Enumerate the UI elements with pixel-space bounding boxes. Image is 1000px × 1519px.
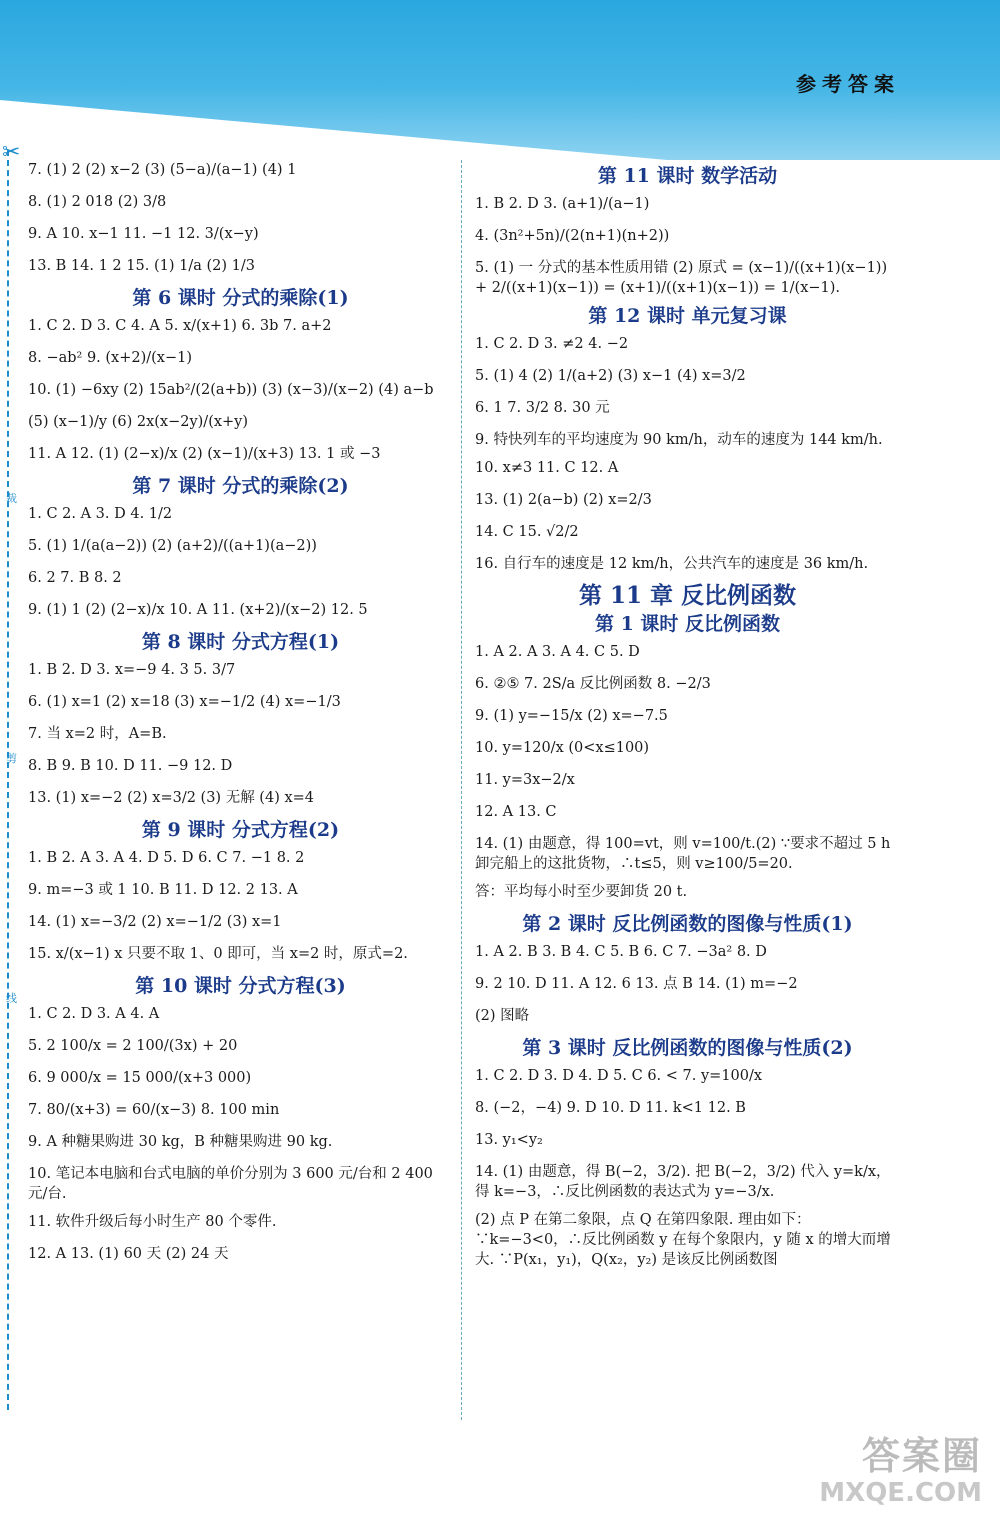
answer-line: 14. (1) 由题意，得 B(−2，3/2). 把 B(−2，3/2) 代入 y=k/x，得 k=−3，∴反比例函数的表达式为 y=−3/x. <box>475 1164 891 1200</box>
answer-line: 6. 9 000/x = 15 000/(x+3 000) <box>28 1070 252 1086</box>
answer-line: 12. A 13. C <box>475 804 557 820</box>
answer-line: 1. A 2. B 3. B 4. C 5. B 6. C 7. −3a² 8. D <box>475 944 767 960</box>
answer-line: 14. (1) x=−3/2 (2) x=−1/2 (3) x=1 <box>28 914 282 930</box>
answer-line: 1. C 2. A 3. D 4. 1/2 <box>28 506 173 522</box>
answer-line: 9. A 10. x−1 11. −1 12. 3/(x−y) <box>28 226 259 242</box>
answer-line: 7. 当 x=2 时，A=B. <box>28 726 167 742</box>
answer-line: 13. y₁<y₂ <box>475 1132 543 1148</box>
answer-line: 11. y=3x−2/x <box>475 772 575 788</box>
watermark-url: MXQE.COM <box>819 1478 982 1508</box>
chapter-heading: 第 11 章 反比例函数 <box>578 582 797 609</box>
answer-line: 9. (1) 1 (2) (2−x)/x 10. A 11. (x+2)/(x−2) 12. 5 <box>28 602 368 618</box>
section-heading: 第 9 课时 分式方程(2) <box>141 819 340 841</box>
answer-line: 10. x≠3 11. C 12. A <box>475 460 619 476</box>
answer-line: 14. (1) 由题意，得 100=vt，则 v=100/t.(2) ∵要求不超过 5 h 卸完船上的这批货物，∴t≤5，则 v≥100/5=20. <box>475 836 891 872</box>
answer-line: 8. (−2，−4) 9. D 10. D 11. k<1 12. B <box>475 1100 746 1116</box>
answer-line: 8. (1) 2 018 (2) 3/8 <box>28 194 167 210</box>
answer-line: 5. (1) 4 (2) 1/(a+2) (3) x−1 (4) x=3/2 <box>475 368 746 384</box>
section-heading: 第 3 课时 反比例函数的图像与性质(2) <box>522 1037 853 1059</box>
answer-line: 13. (1) x=−2 (2) x=3/2 (3) 无解 (4) x=4 <box>28 790 315 806</box>
answer-line: (2) 点 P 在第二象限，点 Q 在第四象限. 理由如下：∵k=−3<0，∴反比例函数 y 在每个象限内，y 随 x 的增大而增大. ∵P(x₁，y₁)，Q(x₂，y₂) 是该反比例函数图 <box>475 1212 891 1268</box>
answer-line: 1. C 2. D 3. ≠2 4. −2 <box>475 336 629 352</box>
cut-mark: 线 <box>6 992 17 1005</box>
answer-line: 10. 笔记本电脑和台式电脑的单价分别为 3 600 元/台和 2 400 元/台. <box>28 1166 433 1202</box>
section-heading: 第 8 课时 分式方程(1) <box>141 631 340 653</box>
answer-line: 1. B 2. D 3. (a+1)/(a−1) <box>475 196 650 212</box>
answer-line: (5) (x−1)/y (6) 2x(x−2y)/(x+y) <box>28 414 249 430</box>
answer-line: 7. (1) 2 (2) x−2 (3) (5−a)/(a−1) (4) 1 <box>28 162 297 178</box>
answer-line: 10. (1) −6xy (2) 15ab²/(2(a+b)) (3) (x−3)/(x−2) (4) a−b <box>28 382 434 398</box>
answer-line: 12. A 13. (1) 60 天 (2) 24 天 <box>28 1246 229 1262</box>
answer-line: 5. (1) 一 分式的基本性质用错 (2) 原式 = (x−1)/((x+1)(x−1)) + 2/((x+1)(x−1)) = (x+1)/((x+1)(x−1)) = 1/(x−1). <box>475 260 888 296</box>
answer-column-right <box>475 160 900 1278</box>
answer-line: 4. (3n²+5n)/(2(n+1)(n+2)) <box>475 228 670 244</box>
answer-line: 9. 2 10. D 11. A 12. 6 13. 点 B 14. (1) m=−2 <box>475 976 798 992</box>
answer-line: 5. (1) 1/(a(a−2)) (2) (a+2)/((a+1)(a−2)) <box>28 538 317 554</box>
cut-mark: 剪 <box>6 752 17 765</box>
answer-line: 1. C 2. D 3. C 4. A 5. x/(x+1) 6. 3b 7. a+2 <box>28 318 332 334</box>
section-heading: 第 12 课时 单元复习课 <box>588 305 787 327</box>
column-divider <box>461 160 462 1420</box>
answer-line: 1. B 2. A 3. A 4. D 5. D 6. C 7. −1 8. 2 <box>28 850 305 866</box>
section-heading: 第 7 课时 分式的乘除(2) <box>132 475 349 497</box>
answer-line: 1. B 2. D 3. x=−9 4. 3 5. 3/7 <box>28 662 236 678</box>
section-heading: 第 6 课时 分式的乘除(1) <box>132 287 349 309</box>
answer-line: 答：平均每小时至少要卸货 20 t. <box>475 884 688 900</box>
section-heading: 第 2 课时 反比例函数的图像与性质(1) <box>522 913 853 935</box>
answer-line: 9. m=−3 或 1 10. B 11. D 12. 2 13. A <box>28 882 298 898</box>
answer-line: 9. 特快列车的平均速度为 90 km/h，动车的速度为 144 km/h. <box>475 432 883 448</box>
answer-line: 1. A 2. A 3. A 4. C 5. D <box>475 644 640 660</box>
answer-line: 13. (1) 2(a−b) (2) x=2/3 <box>475 492 652 508</box>
cut-mark: 裁 <box>6 492 17 505</box>
answer-line: 10. y=120/x (0<x≤100) <box>475 740 650 756</box>
answer-line: 1. C 2. D 3. A 4. A <box>28 1006 160 1022</box>
answer-line: 14. C 15. √2/2 <box>475 524 579 540</box>
answer-line: 6. ②⑤ 7. 2S/a 反比例函数 8. −2/3 <box>475 676 711 692</box>
answer-column-left <box>28 160 453 1276</box>
page-title: 参考答案 <box>796 72 900 96</box>
answer-line: 9. (1) y=−15/x (2) x=−7.5 <box>475 708 668 724</box>
answer-line: 9. A 种糖果购进 30 kg，B 种糖果购进 90 kg. <box>28 1134 333 1150</box>
section-heading: 第 10 课时 分式方程(3) <box>135 975 346 997</box>
answer-line: 1. C 2. D 3. D 4. D 5. C 6. < 7. y=100/x <box>475 1068 763 1084</box>
answer-line: 8. B 9. B 10. D 11. −9 12. D <box>28 758 233 774</box>
answer-line: (2) 图略 <box>475 1008 530 1024</box>
answer-line: 11. A 12. (1) (2−x)/x (2) (x−1)/(x+3) 13. 1 或 −3 <box>28 446 381 462</box>
answer-line: 6. 2 7. B 8. 2 <box>28 570 122 586</box>
answer-line: 11. 软件升级后每小时生产 80 个零件. <box>28 1214 277 1230</box>
section-heading: 第 11 课时 数学活动 <box>597 165 778 187</box>
answer-line: 16. 自行车的速度是 12 km/h，公共汽车的速度是 36 km/h. <box>475 556 869 572</box>
answer-line: 5. 2 100/x = 2 100/(3x) + 20 <box>28 1038 238 1054</box>
answer-line: 13. B 14. 1 2 15. (1) 1/a (2) 1/3 <box>28 258 255 274</box>
answer-line: 6. 1 7. 3/2 8. 30 元 <box>475 400 610 416</box>
answer-line: 6. (1) x=1 (2) x=18 (3) x=−1/2 (4) x=−1/3 <box>28 694 341 710</box>
section-heading: 第 1 课时 反比例函数 <box>594 613 781 635</box>
watermark-logo: 答案圈 <box>861 1434 982 1478</box>
answer-line: 15. x/(x−1) x 只要不取 1、0 即可，当 x=2 时，原式=2. <box>28 946 408 962</box>
scissors-icon: ✂ <box>2 140 21 165</box>
answer-line: 8. −ab² 9. (x+2)/(x−1) <box>28 350 193 366</box>
cut-line <box>7 150 21 1410</box>
answer-line: 7. 80/(x+3) = 60/(x−3) 8. 100 min <box>28 1102 280 1118</box>
